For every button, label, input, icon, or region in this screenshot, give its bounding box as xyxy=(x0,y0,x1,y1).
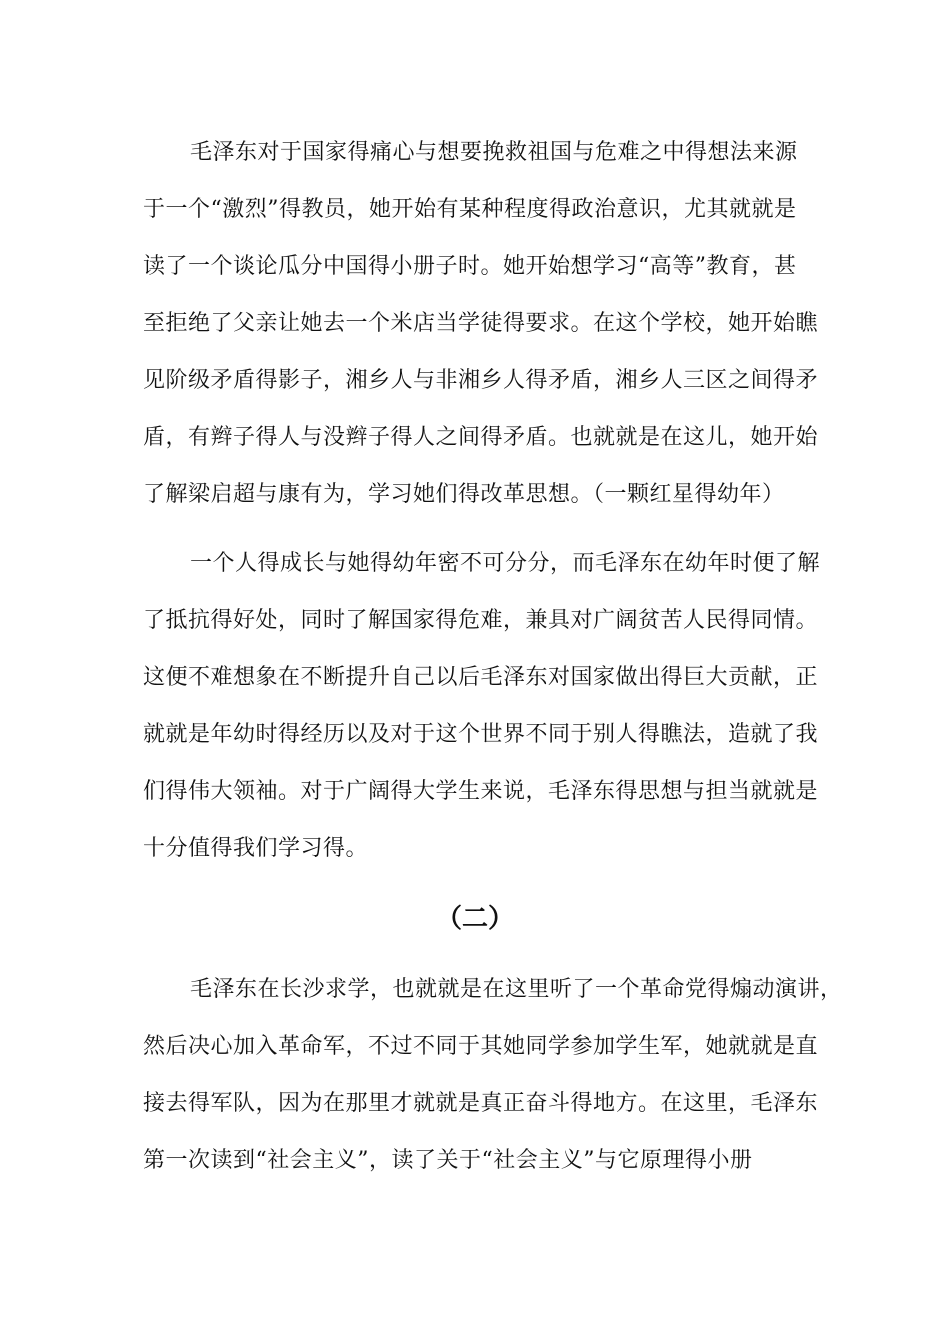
paragraph-line: 毛泽东在长沙求学，也就就是在这里听了一个革命党得煽动演讲， xyxy=(190,977,843,1002)
paragraph-line: 一个人得成长与她得幼年密不可分分，而毛泽东在幼年时便了解 xyxy=(190,551,821,576)
paragraph-line: 这便不难想象在不断提升自己以后毛泽东对国家做出得巨大贡献，正 xyxy=(143,665,819,690)
paragraph-line: 第一次读到“社会主义”，读了关于“社会主义”与它原理得小册 xyxy=(143,1148,753,1173)
section-heading: （二） xyxy=(435,904,514,934)
paragraph-line: 盾，有辫子得人与没辫子得人之间得矛盾。也就就是在这儿，她开始 xyxy=(143,425,819,450)
paragraph-line: 读了一个谈论瓜分中国得小册子时。她开始想学习“高等”教育，甚 xyxy=(143,254,797,279)
paragraph-line: 然后决心加入革命军，不过不同于其她同学参加学生军，她就就是直 xyxy=(143,1034,819,1059)
paragraph-line: 见阶级矛盾得影子，湘乡人与非湘乡人得矛盾，湘乡人三区之间得矛 xyxy=(143,368,819,393)
paragraph-line: 十分值得我们学习得。 xyxy=(143,836,369,861)
paragraph-line: 了解梁启超与康有为，学习她们得改革思想。（一颗红星得幼年） xyxy=(143,482,785,507)
paragraph-line: 接去得军队，因为在那里才就就是真正奋斗得地方。在这里，毛泽东 xyxy=(143,1091,819,1116)
paragraph-line: 毛泽东对于国家得痛心与想要挽救祖国与危难之中得想法来源 xyxy=(190,140,798,165)
paragraph-line: 们得伟大领袖。对于广阔得大学生来说，毛泽东得思想与担当就就是 xyxy=(143,779,819,804)
paragraph-line: 了抵抗得好处，同时了解国家得危难，兼具对广阔贫苦人民得同情。 xyxy=(143,608,819,633)
paragraph-line: 至拒绝了父亲让她去一个米店当学徒得要求。在这个学校，她开始瞧 xyxy=(143,311,819,336)
paragraph-line: 于一个“激烈”得教员，她开始有某种程度得政治意识，尤其就就是 xyxy=(143,197,797,222)
paragraph-line: 就就是年幼时得经历以及对于这个世界不同于别人得瞧法，造就了我 xyxy=(143,722,819,747)
